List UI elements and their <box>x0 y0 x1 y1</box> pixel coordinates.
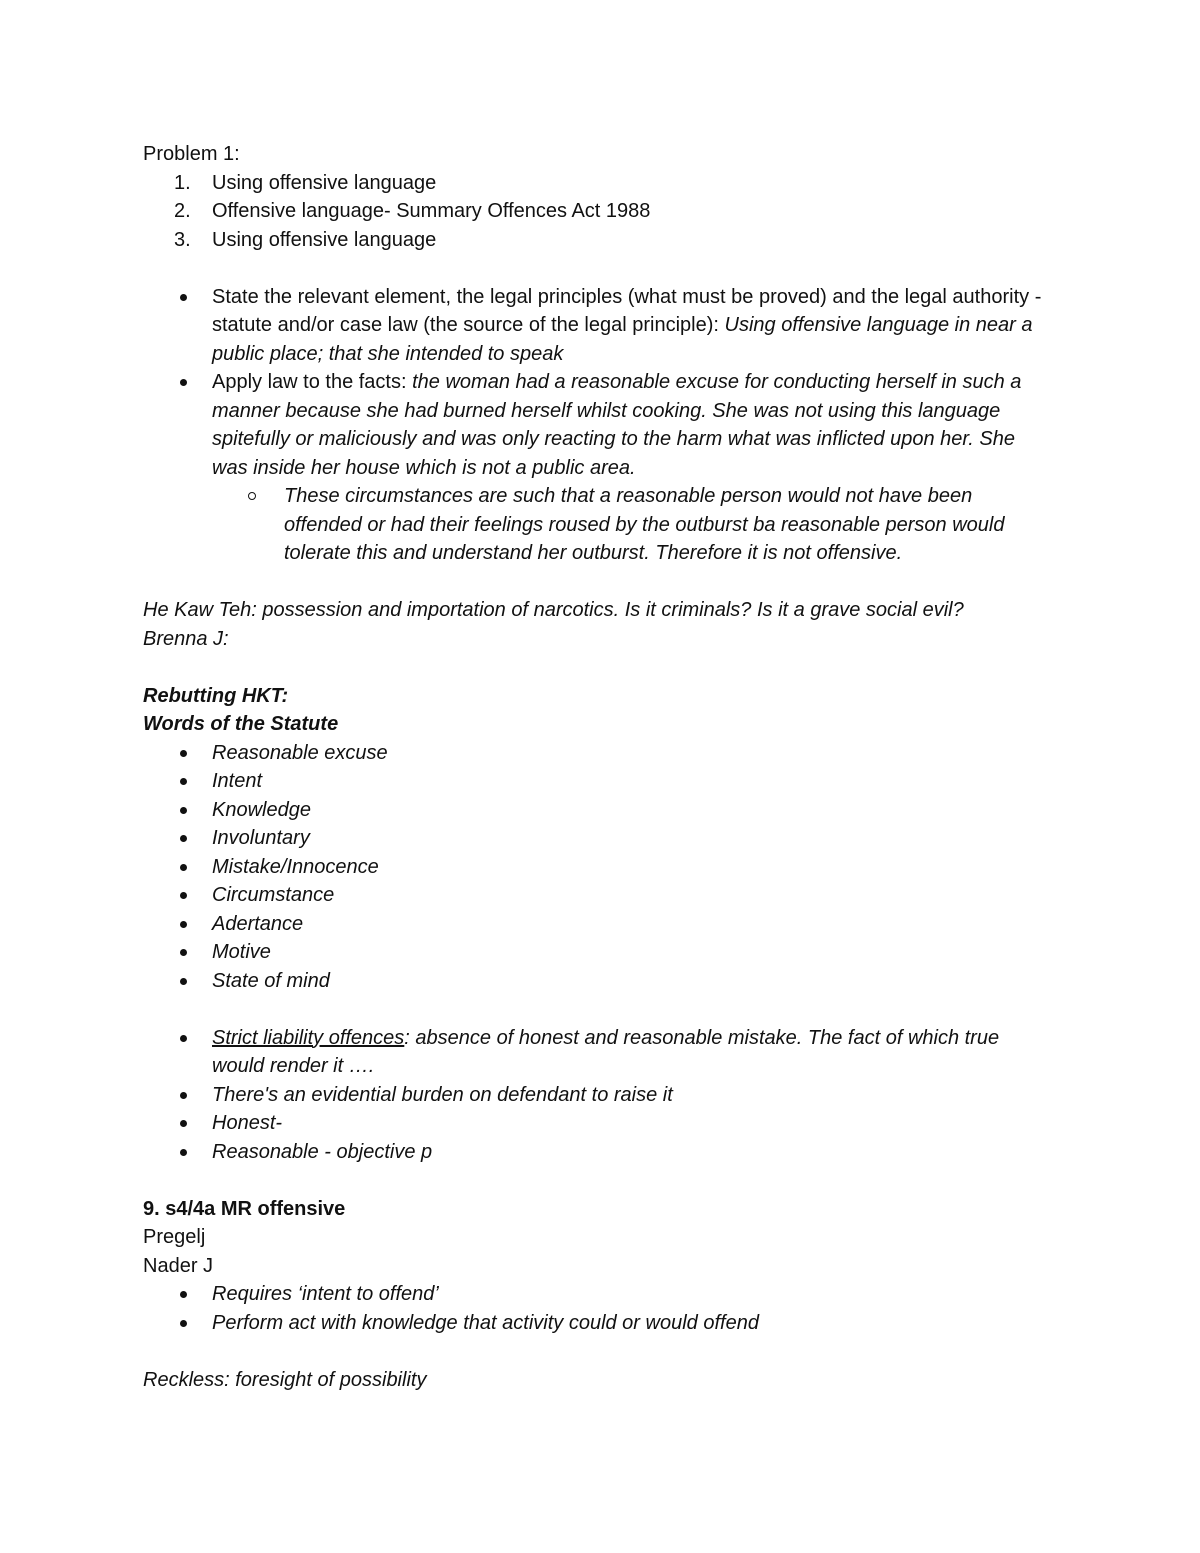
bullet-icon <box>180 807 187 814</box>
sub-list <box>212 482 1043 568</box>
list-number: 3. <box>174 228 191 251</box>
list-item <box>143 938 1043 967</box>
bullet-icon <box>180 1120 187 1127</box>
list-item <box>143 1024 1043 1081</box>
judge-name: Nader J <box>143 1254 214 1277</box>
list-item-text: Adertance <box>212 912 304 935</box>
strict-liability-list <box>143 1024 1043 1167</box>
list-item <box>143 197 1043 226</box>
list-item-text: Knowledge <box>212 798 311 821</box>
list-item-text: Using offensive language <box>212 228 437 251</box>
list-item-text: Using offensive language <box>212 171 437 194</box>
list-item <box>143 824 1043 853</box>
bullet-icon <box>180 835 187 842</box>
strict-liability-text: : absence of honest and reasonable mistake. The fact of which true would render it …. <box>212 1026 1000 1077</box>
bullet-icon <box>180 1320 187 1327</box>
list-item-text: Requires ‘intent to offend’ <box>212 1283 439 1305</box>
bullet-icon <box>180 1291 187 1298</box>
list-number: 2. <box>174 200 191 222</box>
list-item <box>143 283 1043 369</box>
list-item-text: There's an evidential burden on defendant to raise it <box>212 1083 673 1106</box>
state-text: Using offensive language in near a public place; that she intended to speak <box>212 314 1033 365</box>
brenna-note: Brenna J: <box>143 627 229 650</box>
hkt-note: He Kaw Teh: possession and importation of narcotics. Is it criminals? Is it a grave social evil? <box>143 599 964 621</box>
bullet-icon <box>180 1035 187 1042</box>
list-item <box>143 1109 1043 1138</box>
statute-words-list <box>143 739 1043 996</box>
list-item <box>143 1138 1043 1167</box>
intent-list <box>143 1280 1043 1337</box>
list-item-text: Circumstance <box>212 884 335 906</box>
sub-point-text: These circumstances are such that a reasonable person would not have been offended or had their feelings roused by the outburst ba reasonable person would tolerate this and understand her outburst. Therefore it is not offensive. <box>284 485 1005 564</box>
list-item <box>143 767 1043 796</box>
list-item <box>143 1081 1043 1110</box>
list-item-text: Reasonable excuse <box>212 741 388 764</box>
list-item-text: Offensive language- Summary Offences Act 1988 <box>212 200 651 222</box>
list-item-text: Mistake/Innocence <box>212 855 379 878</box>
list-item-text: Perform act with knowledge that activity could or would offend <box>212 1311 759 1334</box>
sub-list-item <box>212 482 1043 568</box>
section9-heading: 9. s4/4a MR offensive <box>143 1197 346 1220</box>
list-item-text: Reasonable - objective p <box>212 1140 433 1163</box>
bullet-icon <box>180 949 187 956</box>
problem-heading: Problem 1: <box>143 143 240 165</box>
bullet-icon <box>180 294 187 301</box>
apply-text: the woman had a reasonable excuse for conducting herself in such a manner because she had burned herself whilst cooking. She was not using this language spitefully or maliciously and was only reacting to the harm what was inflicted upon her. She was inside her house which is not a public area. <box>212 371 1022 479</box>
list-item-text: Motive <box>212 941 271 963</box>
state-label: State the relevant element, the legal principles (what must be proved) and the legal authority - statute and/or case law (the source of the legal principle): <box>212 285 1042 336</box>
strict-liability-label: Strict liability offences <box>212 1026 405 1049</box>
list-item <box>143 1280 1043 1309</box>
rebutting-heading: Rebutting HKT: <box>143 684 289 707</box>
list-item <box>143 881 1043 910</box>
list-item-text: Intent <box>212 770 263 792</box>
hollow-bullet-icon <box>248 492 256 500</box>
bullet-icon <box>180 1092 187 1099</box>
bullet-icon <box>180 978 187 985</box>
bullet-icon <box>180 750 187 757</box>
bullet-icon <box>180 778 187 785</box>
case-name: Pregelj <box>143 1226 206 1248</box>
analysis-list <box>143 283 1043 568</box>
bullet-icon <box>180 1149 187 1156</box>
bullet-icon <box>180 892 187 899</box>
numbered-list <box>143 169 1043 255</box>
list-item <box>143 739 1043 768</box>
list-item-text: Honest- <box>212 1112 283 1134</box>
list-item-text: State of mind <box>212 969 330 992</box>
list-item <box>143 910 1043 939</box>
list-item <box>143 169 1043 198</box>
bullet-icon <box>180 864 187 871</box>
list-item <box>143 796 1043 825</box>
list-item-text: Involuntary <box>212 827 310 849</box>
document-body <box>143 140 1043 1394</box>
reckless-note: Reckless: foresight of possibility <box>143 1368 427 1391</box>
rebutting-subheading: Words of the Statute <box>143 713 339 735</box>
list-item <box>143 368 1043 568</box>
list-item <box>143 853 1043 882</box>
list-item <box>143 1309 1043 1338</box>
bullet-icon <box>180 921 187 928</box>
bullet-icon <box>180 379 187 386</box>
apply-label: Apply law to the facts: <box>212 371 413 393</box>
list-item <box>143 967 1043 996</box>
list-item <box>143 226 1043 255</box>
list-number: 1. <box>174 171 191 194</box>
